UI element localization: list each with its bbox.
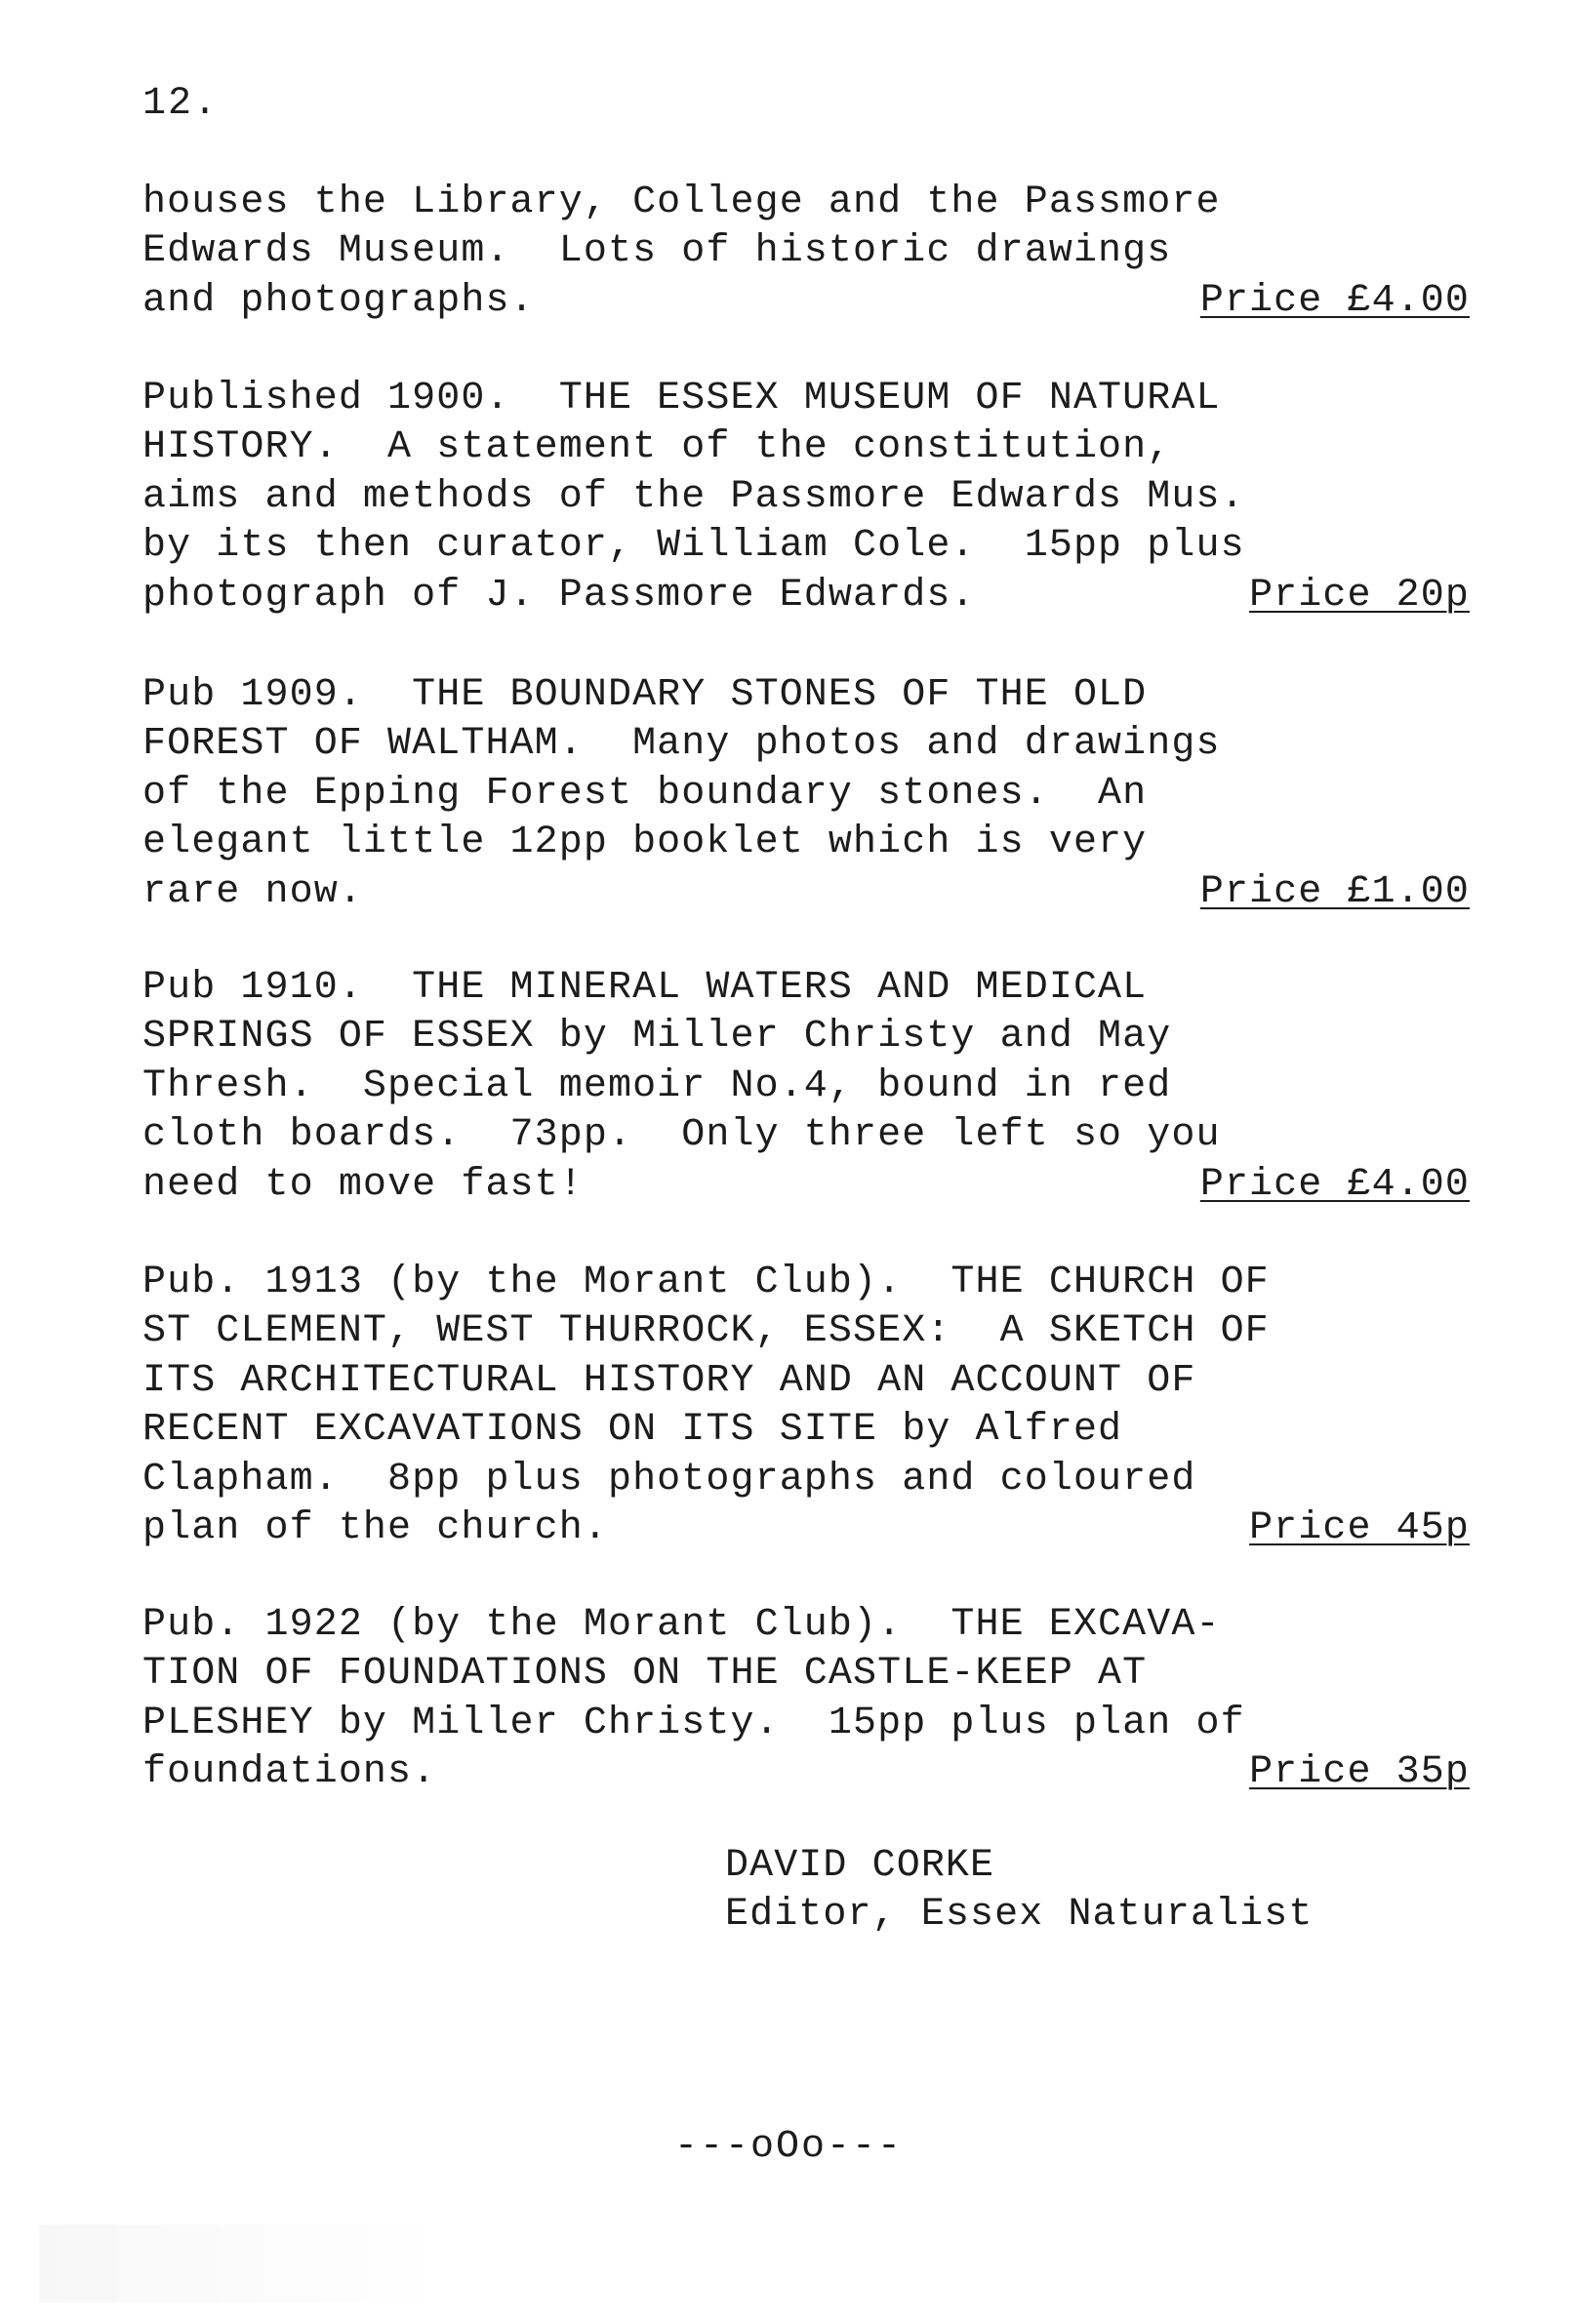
entry-line: by its then curator, William Cole. 15pp plus	[142, 524, 1245, 569]
section-divider: ---oOo---	[673, 2125, 904, 2169]
catalogue-entry	[142, 375, 1470, 621]
signature-name: DAVID CORKE	[725, 1844, 995, 1888]
entry-text: and photographs.	[142, 278, 535, 323]
entry-line: Clapham. 8pp plus photographs and coloured	[142, 1457, 1196, 1502]
entry-line: RECENT EXCAVATIONS ON ITS SITE by Alfred	[142, 1408, 1123, 1453]
signature-title: Editor, Essex Naturalist	[725, 1893, 1314, 1937]
entry-line: Published 1900. THE ESSEX MUSEUM OF NATURAL	[142, 377, 1221, 421]
entry-line	[142, 1748, 1470, 1797]
entry-line: houses the Library, College and the Passmore	[142, 180, 1221, 224]
entry-line	[142, 868, 1470, 917]
price-label: Price 35p	[1249, 1750, 1470, 1795]
catalogue-entry	[142, 671, 1470, 917]
entry-line: TION OF FOUNDATIONS ON THE CASTLE-KEEP AT	[142, 1652, 1148, 1697]
entry-line: ITS ARCHITECTURAL HISTORY AND AN ACCOUNT OF	[142, 1358, 1196, 1403]
entry-line: SPRINGS OF ESSEX by Miller Christy and May	[142, 1015, 1172, 1060]
entry-line: of the Epping Forest boundary stones. An	[142, 771, 1148, 816]
entry-line: HISTORY. A statement of the constitution,	[142, 425, 1172, 470]
price-label: Price 45p	[1249, 1506, 1470, 1551]
catalogue-entry	[142, 179, 1470, 326]
catalogue-entry	[142, 1259, 1470, 1553]
page-number: 12.	[142, 82, 220, 126]
paper-shadow	[39, 2224, 449, 2303]
entry-line: PLESHEY by Miller Christy. 15pp plus plan of	[142, 1701, 1245, 1745]
price-label: Price 20p	[1249, 573, 1470, 618]
entry-line: Pub 1910. THE MINERAL WATERS AND MEDICAL	[142, 966, 1148, 1010]
catalogue-entry	[142, 1601, 1470, 1798]
entry-line: elegant little 12pp booklet which is very	[142, 821, 1148, 865]
entry-line: Edwards Museum. Lots of historic drawings	[142, 229, 1172, 274]
entry-line: Thresh. Special memoir No.4, bound in red	[142, 1063, 1172, 1108]
entry-line	[142, 1161, 1470, 1210]
price-label: Price £4.00	[1199, 1162, 1470, 1207]
entry-text: need to move fast!	[142, 1162, 584, 1207]
entry-line	[142, 277, 1470, 326]
entry-line	[142, 572, 1470, 621]
entry-text: foundations.	[142, 1750, 437, 1795]
entry-line: Pub 1909. THE BOUNDARY STONES OF THE OLD	[142, 673, 1148, 717]
entry-line: aims and methods of the Passmore Edwards Mus.	[142, 474, 1245, 519]
entry-line: ST CLEMENT, WEST THURROCK, ESSEX: A SKETCH OF	[142, 1309, 1270, 1354]
entry-line: cloth boards. 73pp. Only three left so you	[142, 1113, 1221, 1158]
signature-block	[725, 1842, 1314, 1940]
price-label: Price £1.00	[1199, 869, 1470, 914]
entry-line: FOREST OF WALTHAM. Many photos and drawings	[142, 722, 1221, 767]
entry-text: photograph of J. Passmore Edwards.	[142, 573, 976, 618]
entry-line: Pub. 1913 (by the Morant Club). THE CHURCH OF	[142, 1261, 1270, 1304]
entry-line	[142, 1504, 1470, 1553]
catalogue-entry	[142, 964, 1470, 1210]
entry-text: rare now.	[142, 869, 363, 914]
entry-text: plan of the church.	[142, 1506, 608, 1551]
entry-line: Pub. 1922 (by the Morant Club). THE EXCAVA-	[142, 1603, 1221, 1647]
price-label: Price £4.00	[1199, 278, 1470, 323]
